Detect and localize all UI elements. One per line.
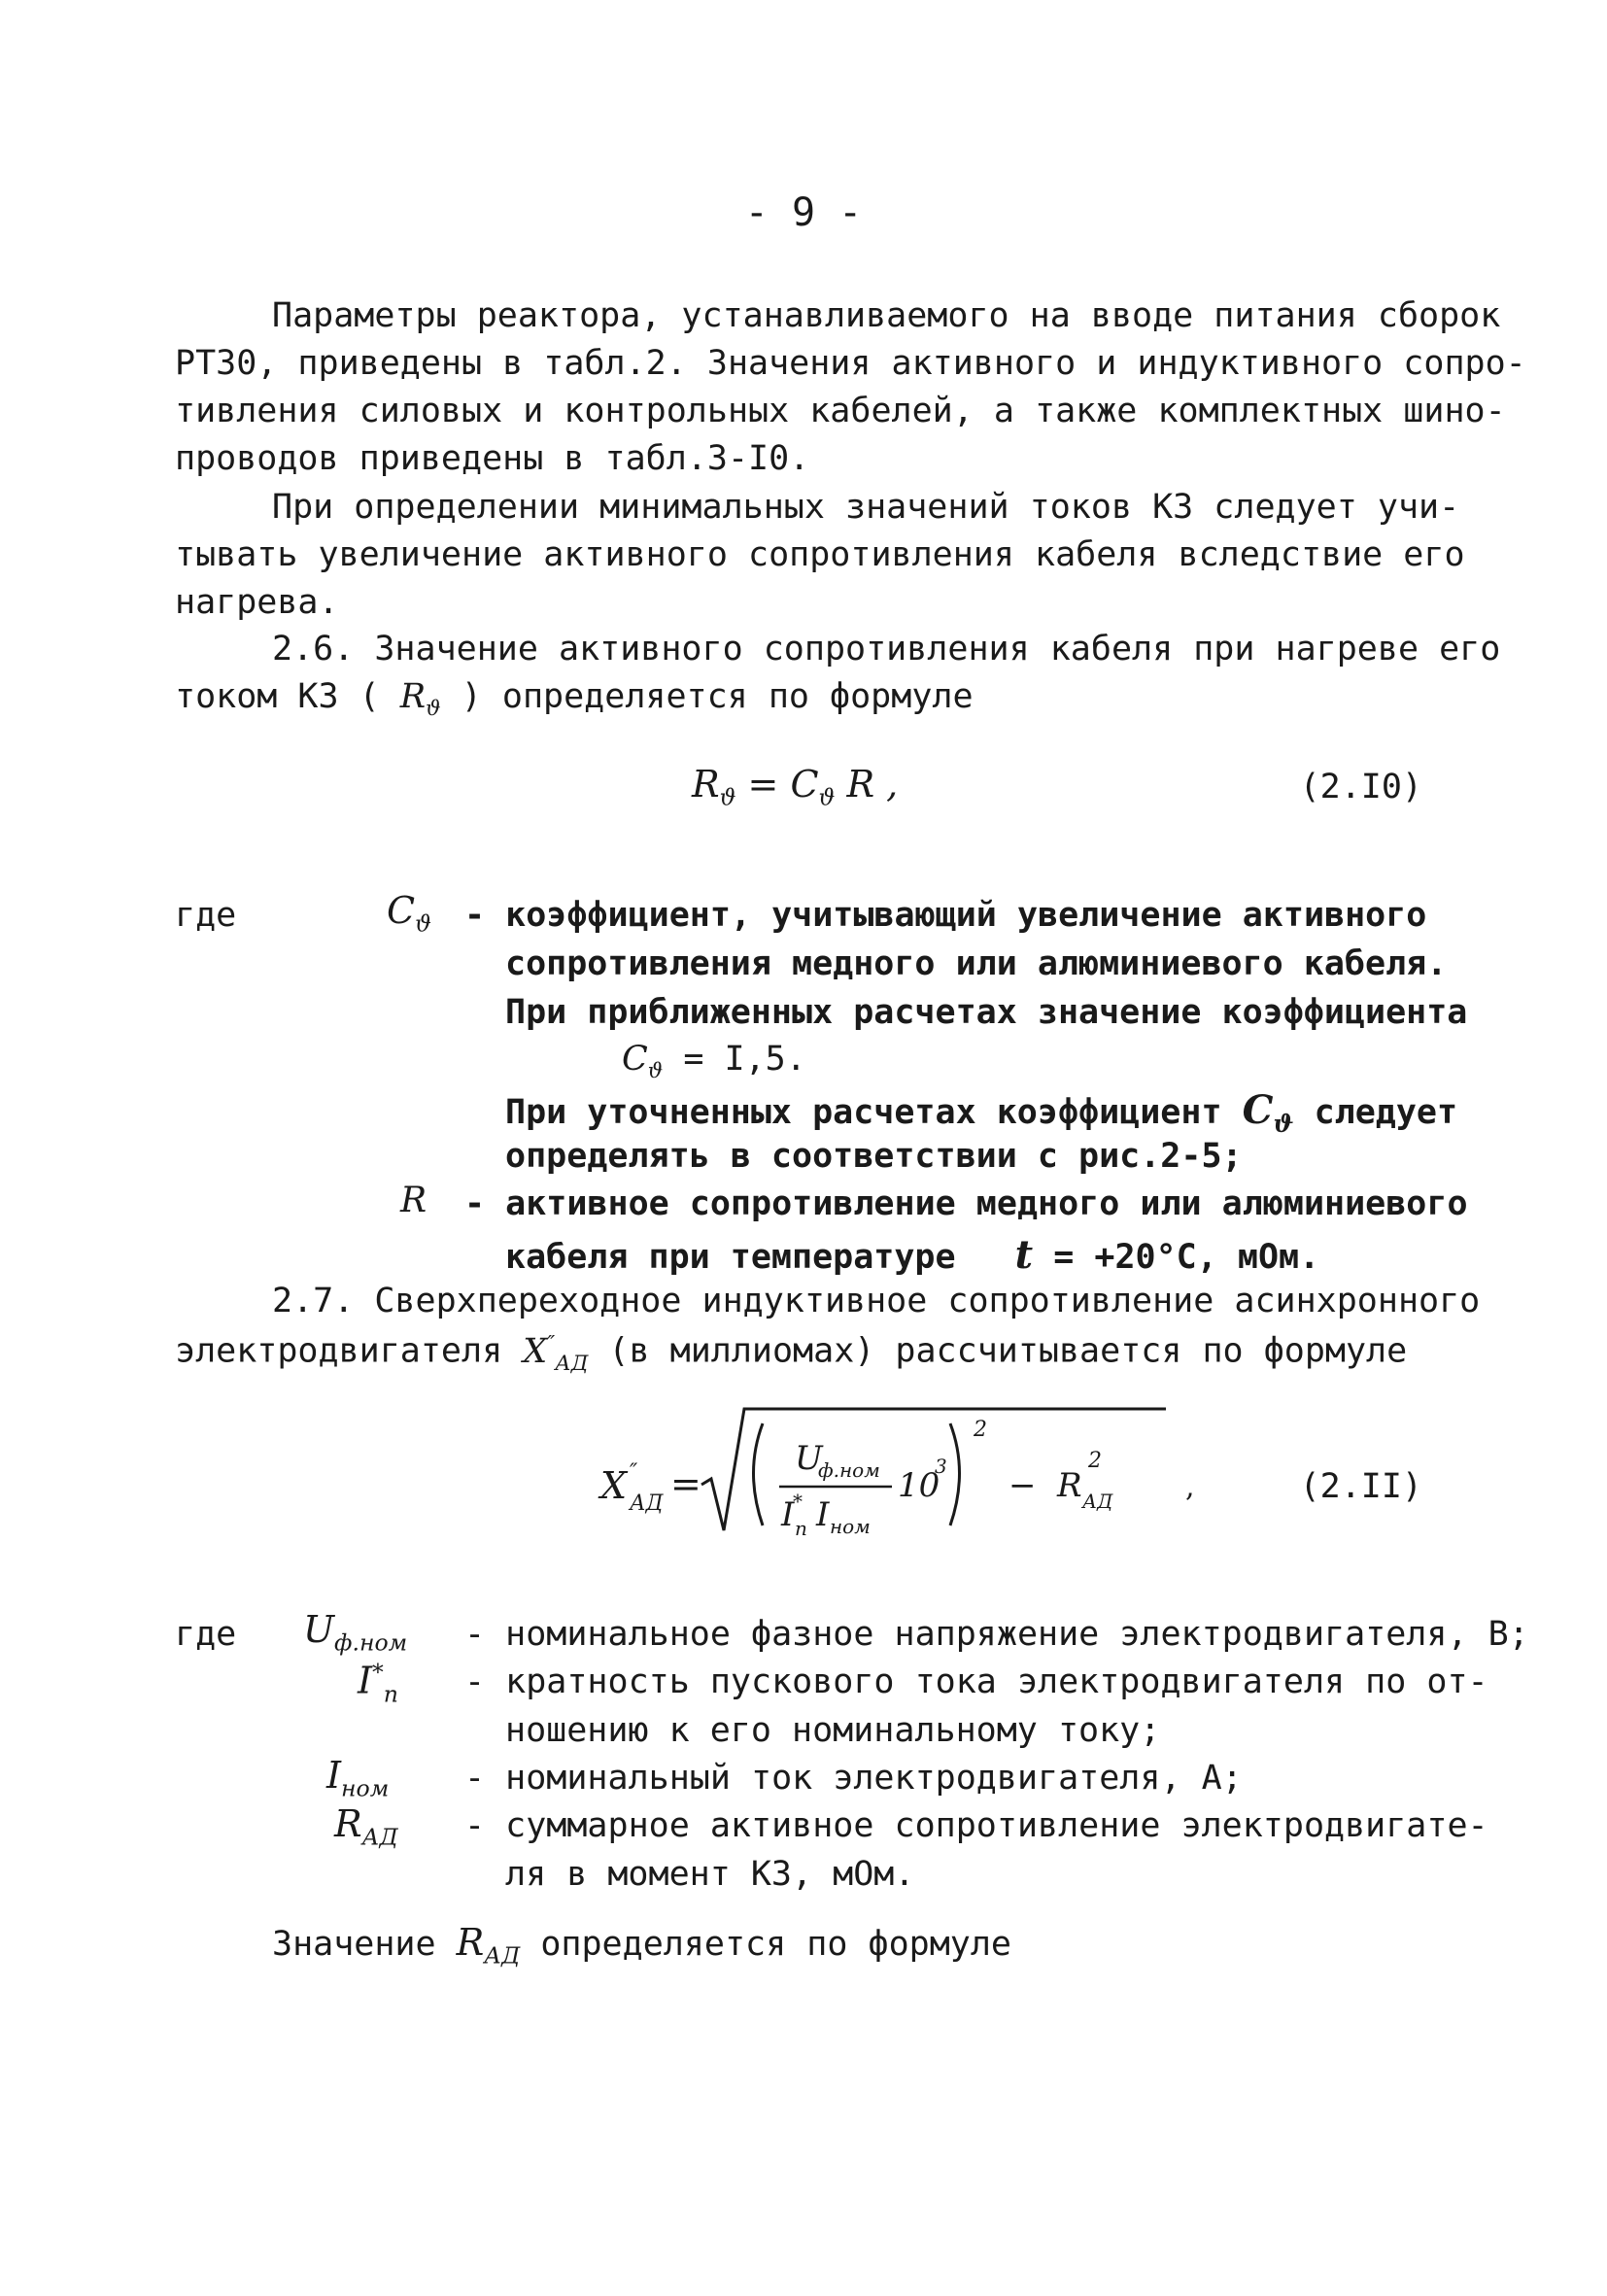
symbol-c-theta: $C_ϑ$ [622, 1040, 664, 1083]
definition-line: сопротивления медного или алюминиевого кабеля. [505, 944, 1448, 983]
text-line: током КЗ ( $R_ϑ$ ) определяется по формуле [175, 677, 974, 721]
definition-line: $C_ϑ = I,5$. [622, 1040, 806, 1083]
svg-text:3: 3 [935, 1455, 947, 1478]
page-number: - 9 - [744, 190, 863, 235]
definition-line: - номинальное фазное напряжение электродвигателя, В; [464, 1615, 1529, 1654]
definition-line: - активное сопротивление медного или алюминиевого [464, 1184, 1468, 1223]
text-line: РТЗ0, приведены в табл.2. Значения активного и индуктивного сопро- [175, 344, 1526, 383]
equation-number: (2.II) [1299, 1467, 1422, 1506]
svg-text:=: = [670, 1462, 701, 1505]
text-line: При определении минимальных значений токов КЗ следует учи- [272, 488, 1460, 527]
text-line: Параметры реактора, устанавливаемого на вводе питания сборок [272, 296, 1501, 335]
symbol-t: t [1014, 1232, 1034, 1278]
definition-line: определять в соответствии с рис.2-5; [505, 1137, 1243, 1176]
svg-text:X: X [600, 1464, 628, 1507]
formula-2-11 [573, 1389, 1195, 1555]
svg-text:п: п [795, 1517, 807, 1540]
definition-line: При уточненных расчетах коэффициент $C_ϑ$ следует [505, 1087, 1458, 1138]
svg-text:−: − [1009, 1466, 1037, 1505]
symbol-c-theta: $C_ϑ$ [1242, 1087, 1294, 1138]
text-line: 2.6. Значение активного сопротивления кабеля при нагреве его [272, 630, 1501, 668]
definition-line: ношению к его номинальному току; [505, 1711, 1161, 1750]
definition-line: При приближенных расчетах значение коэффициента [505, 993, 1468, 1032]
svg-text:U: U [795, 1439, 823, 1478]
svg-text:2: 2 [1088, 1449, 1102, 1473]
definition-line: - номинальный ток электродвигателя, А; [464, 1759, 1243, 1798]
symbol-r-ad: $R_{АД}$ [456, 1921, 521, 1970]
symbol-c-theta: $C_ϑ$ [387, 889, 431, 938]
text-line: 2.7. Сверхпереходное индуктивное сопротивление асинхронного [272, 1282, 1481, 1320]
svg-text:I: I [781, 1495, 795, 1534]
svg-text:10: 10 [898, 1466, 940, 1505]
svg-text:2: 2 [974, 1418, 987, 1442]
symbol-r: R [400, 1181, 427, 1220]
symbol-r-theta: $R_ϑ$ [399, 677, 441, 721]
svg-text:*: * [793, 1490, 803, 1513]
definition-line: - коэффициент, учитывающий увеличение активного [464, 896, 1427, 935]
svg-text:I: I [816, 1495, 830, 1534]
text-line: электродвигателя $X''_{АД}$ (в миллиомах) рассчитывается по формуле [175, 1331, 1408, 1376]
definition-line: - кратность пускового тока электродвигателя по от- [464, 1662, 1488, 1701]
definition-line: - суммарное активное сопротивление электродвигате- [464, 1806, 1488, 1845]
svg-text:,: , [1185, 1470, 1195, 1504]
svg-text:АД: АД [630, 1491, 664, 1516]
svg-text:″: ″ [630, 1460, 638, 1485]
symbol-i-nom: $I_{ном}$ [326, 1754, 390, 1802]
text-line: проводов приведены в табл.3-I0. [175, 439, 810, 478]
svg-text:ф.ном: ф.ном [818, 1458, 880, 1482]
definition-line: ля в момент КЗ, мОм. [505, 1855, 915, 1894]
svg-text:ном: ном [830, 1515, 871, 1538]
formula-2-10: $R_ϑ = C_ϑ$ R , [692, 763, 899, 811]
symbol-x-ad: $X''_{АД}$ [523, 1331, 589, 1376]
symbol-i-start: $I^*_п$ [358, 1659, 398, 1708]
svg-text:АД: АД [1082, 1490, 1113, 1513]
symbol-u-phase: $U_{ф.ном}$ [303, 1608, 408, 1657]
text-line: тивления силовых и контрольных кабелей, а также комплектных шино- [175, 392, 1506, 430]
definition-line: кабеля при температуре t = +20°С, мОм. [505, 1232, 1320, 1278]
where-label: где [175, 1615, 237, 1654]
symbol-r-ad: $R_{АД}$ [334, 1802, 398, 1851]
text-line: нагрева. [175, 583, 339, 622]
where-label: где [175, 896, 237, 935]
svg-text:R: R [1057, 1466, 1082, 1505]
final-line: Значение $R_{АД}$ определяется по формуле [272, 1921, 1011, 1970]
equation-number: (2.I0) [1299, 768, 1422, 806]
text-line: тывать увеличение активного сопротивления кабеля вследствие его [175, 535, 1465, 574]
